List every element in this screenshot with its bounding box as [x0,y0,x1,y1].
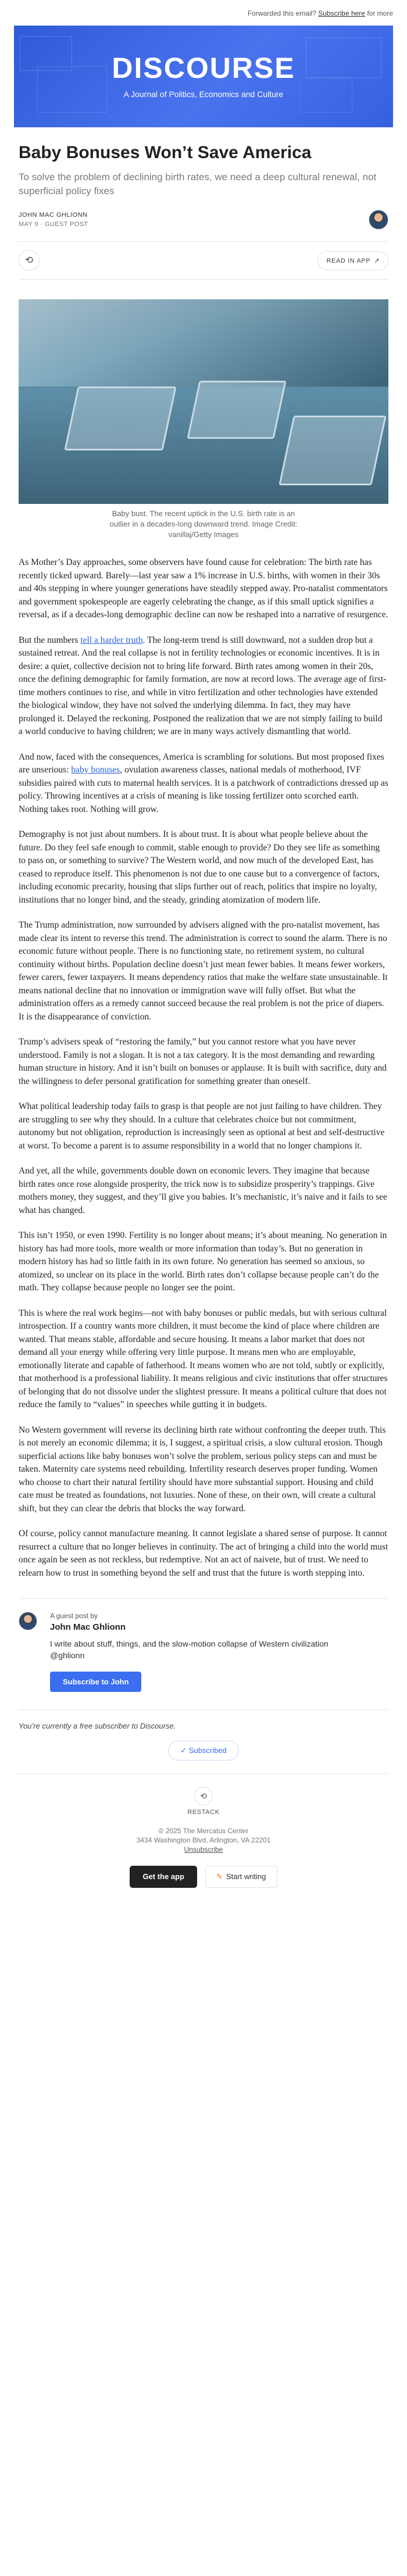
paragraph: No Western government will reverse its declining birth rate without confronting the deeper truth. This is not merely an economic dilemma; it is, I suggest, a spiritual crisis, a slow cultural erosion. Though superficial actions like baby bonuses won’t solve the problem, serious policy steps can and must be taken. Maternity care systems need rebuilding. Infertility research deserves proper funding. Women who choose to chart their natural fertility should have more substantial support. Housing and child care must be treated as foundations, not luxuries. None of these, on their own, will create a cultural shift, but they can clear the debris that blocks the way forward. [19,1425,386,1514]
author-name[interactable]: JOHN MAC GHLIONN [19,212,88,219]
get-the-app-button[interactable]: Get the app [130,1866,197,1888]
forwarded-line [0,0,407,20]
post-subtitle: To solve the problem of declining birth rates, we need a deep cultural renewal, not superficial policy fixes [19,171,377,196]
subscribe-to-john-button[interactable]: Subscribe to John [50,1672,141,1692]
post-content [0,142,407,1888]
copyright: © 2025 The Mercatus Center [158,1827,249,1835]
read-in-app-button[interactable] [317,251,388,270]
restack-footer-button[interactable] [194,1787,213,1805]
image-caption: Baby bust. The recent uptick in the U.S. birth rate is an outlier in a decades-long downward trend. Image Credit: vanillaj/Getty Images [109,509,298,539]
paragraph-text: , ovulation awareness classes, national medals of motherhood, IVF subsidies paired with cuts to maternal health services. It is a patchwork of contradictions dressed up as policy. Throwing incentives at a crisis of meaning is like tossing fertilizer onto scorched earth. Nothing takes root. Nothing will grow. [19,765,388,814]
banner-tagline: A Journal of Politics, Economics and Culture [123,90,284,99]
status-prefix: You’re currently a [19,1722,78,1730]
author-avatar[interactable] [369,210,388,230]
post-title[interactable]: Baby Bonuses Won’t Save America [19,143,312,162]
image-window-light [19,299,388,387]
paragraph: Demography is not just about numbers. It is about trust. It is about what people believe about the future. Do they feel safe enough to commit, stable enough to provide? Do they see life as something to pass on, or something to survive? The Western world, and now much of the developed East, has ceased to reproduce itself. This phenomenon is not due to one cause but to a convergence of factors, including economic precarity, housing that slips further out of reach, politics that inspire no loyalty, institutions that no longer bind, and the steady, grinding atomization of modern life. [19,829,380,905]
guest-bio: I write about stuff, things, and the slow-motion collapse of Western civilization @ghlionn [50,1639,329,1660]
image-bassinet [64,387,176,450]
pen-icon: ✎ [216,1872,223,1881]
unsubscribe-link[interactable]: Unsubscribe [184,1845,223,1854]
paragraph: What political leadership today fails to grasp is that people are not just failing to have children. They are struggling to see why they should. In a culture that celebrates choice but not commitment, autonomy but not obligation, reproduction is increasingly seen as optional at best and self-destructive at worst. To become a parent is to assume responsibility in a world that no longer champions it. [19,1101,385,1151]
baby-bonuses-link[interactable]: baby bonuses [71,765,120,775]
hero-image[interactable] [19,299,388,504]
paragraph-text: But the numbers [19,635,78,645]
divider [19,1773,388,1774]
paragraph [19,751,388,817]
restack-label: RESTACK [187,1809,220,1816]
image-bassinet [187,381,286,439]
subscribed-row [19,1741,388,1761]
byline [19,210,388,230]
restack-button[interactable] [19,250,40,271]
paragraph: The Trump administration, now surrounded by advisers aligned with the pro-natalist movement, has made clear its intent to reverse this trend. The administration is correct to sound the alarm. There is no economic future without people. There is no functioning state, no retirement system, no cultural continuity without births. Population decline doesn’t just mean fewer babies. It means fewer workers, fewer carers, fewer taxpayers. It means dependency ratios that make the welfare state unsustainable. It means national decline that no innovation or immigration wave will fully offset. But what the administration offers as a remedy cannot succeed because the real problem is not the price of diapers. It is the disappearance of conviction. [19,920,388,1022]
paragraph: As Mother’s Day approaches, some observers have found cause for celebration: The birth rate has recently ticked upward. Barely—last year saw a 1% increase in U.S. births, with women in their 30s and 40s stepping in where younger generations have steadily stepped away. Pro-natalist commentators and government spokespeople are eagerly celebrating the change, as if this small uptick signifies a reversal, as if a decades-long demographic decline can now be reshaped into a narrative of resurgence. [19,557,388,620]
guest-name[interactable]: John Mac Ghlionn [50,1622,126,1632]
subscribed-button[interactable] [168,1741,239,1761]
paragraph: Trump’s advisers speak of “restoring the family,” but you cannot restore what you have never understood. Family is not a slogan. It is not a tax category. It is the most demanding and rewarding human structure in history. And it isn’t built on bonuses or applause. It is built with sacrifice, duty and the willingness to defer personal gratification for something greater than oneself. [19,1037,387,1086]
restack-section [19,1787,388,1816]
subscribed-label: Subscribed [188,1746,227,1755]
publication-banner[interactable] [14,26,393,127]
read-in-app-label: READ IN APP [326,257,371,264]
start-writing-button[interactable] [205,1866,277,1888]
guest-label: A guest post by [50,1612,98,1620]
address: 3434 Washington Blvd, Arlington, VA 22201 [136,1836,271,1844]
restack-icon: ⟲ [200,1791,207,1801]
subscription-status: You’re currently a free subscriber to Discourse. [19,1709,388,1730]
guest-avatar[interactable] [19,1612,37,1630]
paragraph-text: And now, faced with the consequences, America is scrambling for solutions. But most proposed fixes are unserious: [19,752,384,775]
check-icon: ✓ [180,1746,189,1755]
article-body [19,556,388,1580]
status-suffix: to [131,1722,138,1730]
guest-author-card [19,1598,388,1692]
paragraph: This isn’t 1950, or even 1990. Fertility is no longer about means; it’s about meaning. No generation in history has had more tools, more wealth or more information than today’s. But no generation in modern history has had so little faith in its own future. No generation has seemed so anxious, so atomized, so unclear on its place in the world. Birth rates don’t collapse because people can’t do the math. They collapse because people no longer see the point. [19,1230,387,1293]
action-bar [19,241,388,280]
image-bassinet [279,416,387,485]
paragraph: Of course, policy cannot manufacture meaning. It cannot legislate a shared sense of purpose. It cannot resurrect a culture that no longer believes in continuity. The act of bringing a child into the world must once again be seen as not reckless, but redemptive. Not an act of naivete, but of trust. We need to relearn how to trust in something beyond the self and trust that the future is worth stepping into. [19,1529,388,1578]
restack-icon: ⟲ [24,255,34,266]
start-writing-label: Start writing [226,1872,266,1881]
paragraph: This is where the real work begins—not with baby bonuses or public medals, but with serious cultural introspection. If a country wants more children, it must become the kind of place where children are wanted. That means stable, affordable and secure housing. It means a labor market that does not demand all your energy while offering very little purpose. It means men who are employable, emotionally literate and capable of fatherhood. It means women who are not told, subtly or explicitly, that motherhood is a professional liability. It means religious and civic institutions that offer structures of belonging that do not dissolve under the slightest pressure. It means a political culture that does not reduce the family to “values” in speeches while gutting it in budgets. [19,1308,388,1409]
tell-a-harder-truth-link[interactable]: tell a harder truth [80,635,143,645]
paragraph [19,634,388,739]
forwarded-text: Forwarded this email? [247,9,316,17]
paragraph-text: . The long-term trend is still downward, not a sudden drop but a sustained retreat. And the real collapse is not in fertility technologies or economic incentives. It is in desire: a quiet, collective decision not to bring life forward. Birth rates among women in their 20s, once the defining demographic for family formation, are now at record lows. The average age of first-time mothers continues to rise, and while in vitro fertilization and other technologies have extended the biological window, they have not solved the underlying dilemma. In fact, they may have prolonged it. Delayed the reckoning. Postponed the realization that we are not simply failing to build a world conducive to having children; we are in many ways actively dismantling that world. [19,635,387,736]
status-publication: Discourse [140,1722,174,1730]
footer [19,1826,388,1854]
footer-buttons [19,1866,388,1888]
subscribe-here-link[interactable]: Subscribe here [318,9,365,17]
arrow-right-icon: ↗ [374,257,380,264]
paragraph: And yet, all the while, governments double down on economic levers. They imagine that because birth rates once rose alongside prosperity, the trick now is to subsidize prosperity’s trappings. Give mothers money, they suggest, and they’ll give you babies. It’s mechanistic, it’s naive and it fails to see what has changed. [19,1166,387,1215]
forwarded-suffix: for more [367,9,393,17]
banner-title: DISCOURSE [112,52,295,84]
status-tier: free subscriber [79,1722,130,1730]
post-meta: MAY 9 · GUEST POST [19,221,88,228]
